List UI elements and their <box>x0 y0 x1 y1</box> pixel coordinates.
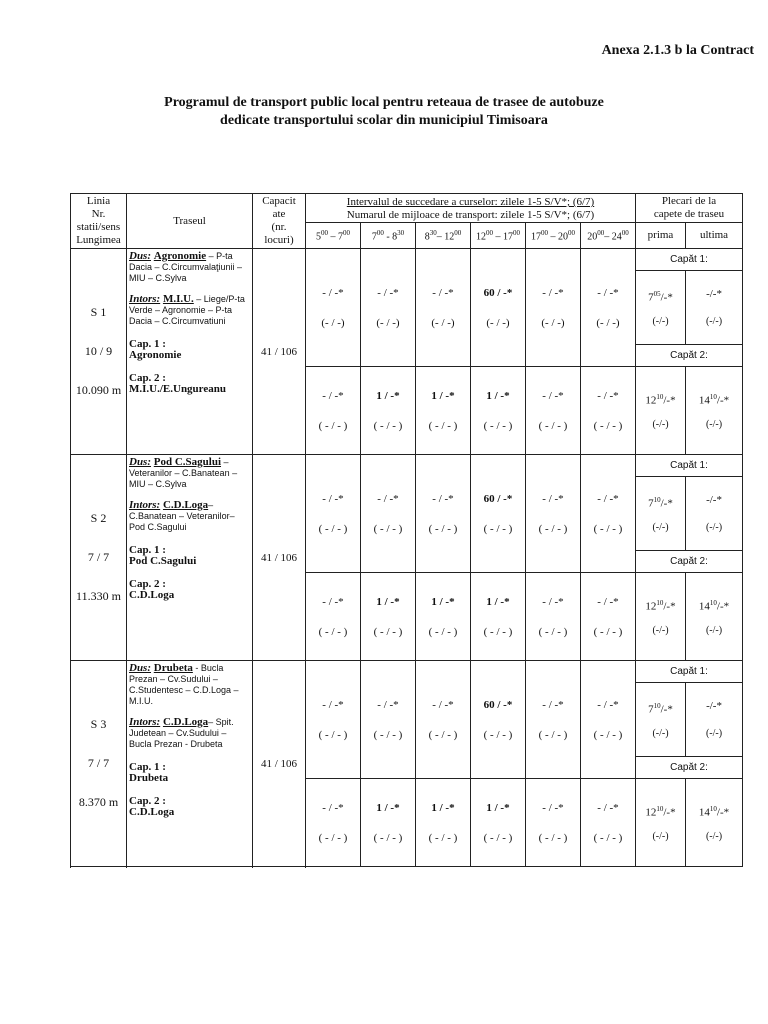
interval-cell <box>361 779 416 867</box>
interval-value: - / -* <box>322 492 344 505</box>
interval-value: - / -* <box>597 389 619 402</box>
cap2-name: C.D.Loga <box>129 589 175 601</box>
interval-weekend: ( - / - ) <box>428 831 458 844</box>
interval-weekend: ( - / - ) <box>538 419 568 432</box>
interval-cell <box>361 367 416 455</box>
prima-minute: 10 <box>656 392 664 401</box>
interval-cell <box>581 249 636 367</box>
interval-cell <box>306 779 361 867</box>
header-plecari <box>636 194 743 223</box>
ultima-weekend: (-/-) <box>705 521 723 533</box>
route-cell <box>127 661 253 867</box>
interval-cell <box>581 367 636 455</box>
prima-hour: 12 <box>645 806 657 819</box>
end2-header <box>636 551 743 573</box>
dus-terminal: Agronomie <box>153 250 207 262</box>
intors-terminal: M.I.U. <box>162 293 194 305</box>
prima-suffix: /-* <box>660 497 673 510</box>
prima-minute: 10 <box>653 495 661 504</box>
interval-value: - / -* <box>322 801 344 814</box>
line-info-cell <box>71 455 127 661</box>
header-prima: prima <box>636 223 686 249</box>
end2-prima <box>636 573 686 661</box>
interval-col-header: $17^{00} - 20^{00}$ <box>526 223 581 249</box>
line-info-cell <box>71 661 127 867</box>
ultima-hour: 14 <box>698 600 710 613</box>
interval-value: 1 / -* <box>376 595 400 608</box>
dus-terminal: Drubeta <box>153 662 193 674</box>
interval-weekend: ( - / - ) <box>593 522 623 535</box>
interval-cell <box>581 573 636 661</box>
dus-route: - Bucla Prezan – Cv.Sudului – C.Studentesc – C.D.Loga – M.I.U. <box>129 663 239 706</box>
line-row <box>71 249 743 271</box>
interval-value: - / -* <box>432 492 454 505</box>
end2-prima <box>636 779 686 867</box>
dus-label: Dus: <box>129 250 152 262</box>
interval-value: - / -* <box>432 698 454 711</box>
interval-weekend: ( - / - ) <box>318 831 348 844</box>
interval-value: - / -* <box>377 286 399 299</box>
header-capacitate-2: ate <box>272 208 286 220</box>
route-cell <box>127 249 253 455</box>
interval-cell <box>361 661 416 779</box>
interval-col-header: $20^{00}-$ $24^{00}$ <box>581 223 636 249</box>
interval-value: - / -* <box>597 698 619 711</box>
end2-ultima <box>686 573 743 661</box>
interval-cell <box>526 661 581 779</box>
interval-weekend: (- / -) <box>486 316 510 329</box>
cap2-label: Cap. 2 : <box>129 578 166 590</box>
interval-weekend: ( - / - ) <box>373 728 403 741</box>
interval-cell <box>416 573 471 661</box>
interval-weekend: ( - / - ) <box>538 728 568 741</box>
interval-value: 1 / -* <box>376 801 400 814</box>
ultima-hour: 14 <box>698 394 710 407</box>
intors-terminal: C.D.Loga <box>162 716 209 728</box>
prima-weekend: (-/-) <box>652 315 669 327</box>
capacity-value: 41 / 106 <box>260 551 298 564</box>
ultima-weekend: (-/-) <box>705 830 723 842</box>
interval-cell <box>471 367 526 455</box>
line-length: 8.370 m <box>78 795 119 809</box>
interval-cell <box>581 455 636 573</box>
dus-label: Dus: <box>129 662 152 674</box>
interval-cell <box>361 573 416 661</box>
prima-hour: 12 <box>645 394 657 407</box>
prima-minute: 05 <box>653 289 661 298</box>
ultima-weekend: (-/-) <box>705 315 723 327</box>
prima-hour: 7 <box>648 703 654 716</box>
end1-ultima <box>686 683 743 757</box>
interval-weekend: ( - / - ) <box>428 728 458 741</box>
interval-value: - / -* <box>597 492 619 505</box>
end1-prima <box>636 477 686 551</box>
annex-reference: Anexa 2.1.3 b la Contract <box>601 43 754 58</box>
interval-cell <box>471 455 526 573</box>
header-traseul: Traseul <box>127 194 253 249</box>
document-title <box>0 94 768 130</box>
interval-weekend: ( - / - ) <box>373 625 403 638</box>
line-row <box>71 455 743 477</box>
prima-hour: 12 <box>645 600 657 613</box>
ultima-minute: 10 <box>709 598 717 607</box>
interval-cell <box>526 779 581 867</box>
interval-col-header: $7^{00} - 8^{30}$ <box>361 223 416 249</box>
interval-weekend: ( - / - ) <box>483 831 513 844</box>
end1-header <box>636 661 743 683</box>
interval-weekend: ( - / - ) <box>428 419 458 432</box>
end1-prima <box>636 683 686 757</box>
interval-weekend: ( - / - ) <box>483 419 513 432</box>
interval-cell <box>471 779 526 867</box>
end2-header <box>636 345 743 367</box>
header-linia-2: Nr. <box>91 208 106 220</box>
interval-weekend: (- / -) <box>376 316 400 329</box>
line-id: S 2 <box>90 511 107 525</box>
schedule-table <box>70 193 743 867</box>
ultima-suffix: /-* <box>716 806 730 819</box>
cap2-label: Cap. 2 : <box>129 795 166 807</box>
interval-value: - / -* <box>322 595 344 608</box>
dus-terminal: Pod C.Sagului <box>153 456 222 468</box>
interval-value: 1 / -* <box>486 389 510 402</box>
cap1-name: Drubeta <box>129 772 169 784</box>
interval-col-header: $5^{00} - 7^{00}$ <box>306 223 361 249</box>
intors-label: Intors: <box>129 716 161 728</box>
interval-weekend: ( - / - ) <box>593 728 623 741</box>
interval-weekend: ( - / - ) <box>318 625 348 638</box>
interval-value: 60 / -* <box>483 286 513 299</box>
prima-minute: 10 <box>656 598 664 607</box>
interval-weekend: ( - / - ) <box>318 522 348 535</box>
prima-hour: 7 <box>648 497 654 510</box>
interval-value: 1 / -* <box>376 389 400 402</box>
interval-weekend: (- / -) <box>596 316 620 329</box>
intors-route: – Liege/P-ta Verde – Agronomie – P-ta Dacia – C.Circumvatiuni <box>129 294 245 326</box>
prima-weekend: (-/-) <box>652 830 669 842</box>
ultima-value: -/-* <box>706 287 722 300</box>
interval-weekend: (- / -) <box>541 316 565 329</box>
line-stations: 7 / 7 <box>87 550 110 564</box>
end2-label: Capăt 2: <box>670 762 708 773</box>
end1-label: Capăt 1: <box>670 666 708 677</box>
header-linia <box>71 194 127 249</box>
end1-ultima <box>686 271 743 345</box>
dus-label: Dus: <box>129 456 152 468</box>
prima-minute: 10 <box>653 701 661 710</box>
interval-cell <box>526 455 581 573</box>
interval-weekend: ( - / - ) <box>483 522 513 535</box>
interval-cell <box>526 367 581 455</box>
interval-value: - / -* <box>597 801 619 814</box>
interval-cell <box>471 573 526 661</box>
interval-weekend: ( - / - ) <box>483 625 513 638</box>
prima-weekend: (-/-) <box>652 624 669 636</box>
ultima-weekend: (-/-) <box>705 418 723 430</box>
line-stations: 10 / 9 <box>84 344 113 358</box>
prima-suffix: /-* <box>660 291 673 304</box>
end2-ultima <box>686 779 743 867</box>
prima-weekend: (-/-) <box>652 727 669 739</box>
interval-cell <box>361 455 416 573</box>
interval-cell <box>306 573 361 661</box>
header-capacitate-1: Capacit <box>262 195 296 207</box>
interval-value: 1 / -* <box>486 595 510 608</box>
end1-prima <box>636 271 686 345</box>
capacity-value: 41 / 106 <box>260 345 298 358</box>
interval-value: - / -* <box>597 595 619 608</box>
end2-header <box>636 757 743 779</box>
interval-value: - / -* <box>542 801 564 814</box>
line-length: 11.330 m <box>76 589 121 603</box>
interval-weekend: ( - / - ) <box>318 419 348 432</box>
interval-weekend: ( - / - ) <box>538 625 568 638</box>
interval-weekend: ( - / - ) <box>373 831 403 844</box>
dus-route: – P-ta Dacia – C.Circumvalaţiunii – MIU – C.Sylva <box>129 251 243 283</box>
interval-cell <box>306 367 361 455</box>
interval-cell <box>526 573 581 661</box>
interval-value: - / -* <box>322 286 344 299</box>
interval-value: 1 / -* <box>431 595 455 608</box>
ultima-hour: 14 <box>698 806 710 819</box>
title-line-2: dedicate transportului scolar din municipiul Timisoara <box>220 113 548 128</box>
prima-weekend: (-/-) <box>652 521 669 533</box>
header-linia-4: Lungimea <box>76 234 121 246</box>
ultima-value: -/-* <box>706 699 722 712</box>
header-linia-3: statii/sens <box>76 221 121 233</box>
header-linia-1: Linia <box>86 195 111 207</box>
end1-label: Capăt 1: <box>670 254 708 265</box>
line-id: S 3 <box>90 717 107 731</box>
interval-weekend: ( - / - ) <box>428 625 458 638</box>
interval-value: - / -* <box>542 595 564 608</box>
prima-hour: 7 <box>648 291 654 304</box>
line-row <box>71 661 743 683</box>
interval-weekend: ( - / - ) <box>373 419 403 432</box>
intors-label: Intors: <box>129 499 161 511</box>
cap1-label: Cap. 1 : <box>129 338 166 350</box>
interval-value: - / -* <box>542 492 564 505</box>
dus-route: – Veteranilor – C.Banatean – MIU – C.Sylva <box>129 457 238 489</box>
ultima-weekend: (-/-) <box>705 727 723 739</box>
line-length: 10.090 m <box>75 383 122 397</box>
end2-prima <box>636 367 686 455</box>
header-capacitate-4: locuri) <box>264 234 294 246</box>
intors-route: – Spit. Judetean – Cv.Sudului – Bucla Prezan - Drubeta <box>129 717 234 749</box>
interval-weekend: ( - / - ) <box>538 522 568 535</box>
interval-cell <box>416 661 471 779</box>
end2-label: Capăt 2: <box>670 350 708 361</box>
interval-weekend: ( - / - ) <box>593 625 623 638</box>
interval-value: 1 / -* <box>486 801 510 814</box>
ultima-suffix: /-* <box>716 600 730 613</box>
interval-cell <box>471 249 526 367</box>
title-line-1: Programul de transport public local pentru reteaua de trasee de autobuze <box>164 95 604 110</box>
interval-col-header: $12^{00} - 17^{00}$ <box>471 223 526 249</box>
interval-value: - / -* <box>542 389 564 402</box>
intors-terminal: C.D.Loga <box>162 499 209 511</box>
interval-cell <box>416 367 471 455</box>
interval-value: 60 / -* <box>483 492 513 505</box>
end2-label: Capăt 2: <box>670 556 708 567</box>
end1-ultima <box>686 477 743 551</box>
line-id: S 1 <box>90 305 107 319</box>
interval-value: - / -* <box>377 492 399 505</box>
ultima-minute: 10 <box>709 804 717 813</box>
interval-cell <box>361 249 416 367</box>
interval-value: - / -* <box>597 286 619 299</box>
prima-suffix: /-* <box>663 394 676 407</box>
interval-value: - / -* <box>322 698 344 711</box>
header-plecari-2: capete de traseu <box>653 208 725 220</box>
interval-value: - / -* <box>377 698 399 711</box>
header-interval-line1: Intervalul de succedare a curselor: zilele 1-5 S/V*; (6/7) <box>346 196 595 208</box>
prima-minute: 10 <box>656 804 664 813</box>
end1-label: Capăt 1: <box>670 460 708 471</box>
header-plecari-1: Plecari de la <box>661 195 717 207</box>
capacity-value: 41 / 106 <box>260 757 298 770</box>
prima-suffix: /-* <box>663 600 676 613</box>
interval-weekend: ( - / - ) <box>593 419 623 432</box>
interval-value: 60 / -* <box>483 698 513 711</box>
interval-value: - / -* <box>322 389 344 402</box>
cap2-name: M.I.U./E.Ungureanu <box>129 383 226 395</box>
ultima-minute: 10 <box>709 392 717 401</box>
cap1-name: Pod C.Sagului <box>129 555 197 567</box>
interval-value: - / -* <box>542 286 564 299</box>
header-ultima: ultima <box>686 223 743 249</box>
interval-weekend: (- / -) <box>431 316 455 329</box>
capacity-cell <box>253 661 306 867</box>
interval-weekend: ( - / - ) <box>373 522 403 535</box>
interval-cell <box>581 661 636 779</box>
interval-value: 1 / -* <box>431 801 455 814</box>
end2-ultima <box>686 367 743 455</box>
capacity-cell <box>253 455 306 661</box>
interval-weekend: ( - / - ) <box>483 728 513 741</box>
header-intervals <box>306 194 636 223</box>
prima-weekend: (-/-) <box>652 418 669 430</box>
cap1-label: Cap. 1 : <box>129 544 166 556</box>
intors-route: – C.Banatean – Veteranilor– Pod C.Sagului <box>129 500 235 532</box>
prima-suffix: /-* <box>660 703 673 716</box>
interval-cell <box>416 249 471 367</box>
interval-cell <box>416 779 471 867</box>
interval-cell <box>471 661 526 779</box>
cap2-label: Cap. 2 : <box>129 372 166 384</box>
prima-suffix: /-* <box>663 806 676 819</box>
cap1-label: Cap. 1 : <box>129 761 166 773</box>
interval-value: 1 / -* <box>431 389 455 402</box>
header-capacitate-3: (nr. <box>271 221 287 233</box>
header-capacitate <box>253 194 306 249</box>
interval-weekend: ( - / - ) <box>318 728 348 741</box>
interval-weekend: ( - / - ) <box>428 522 458 535</box>
interval-cell <box>581 779 636 867</box>
interval-cell <box>526 249 581 367</box>
end1-header <box>636 455 743 477</box>
cap1-name: Agronomie <box>129 349 182 361</box>
intors-label: Intors: <box>129 293 161 305</box>
route-cell <box>127 455 253 661</box>
interval-weekend: (- / -) <box>321 316 345 329</box>
line-stations: 7 / 7 <box>87 756 110 770</box>
cap2-name: C.D.Loga <box>129 806 175 818</box>
interval-value: - / -* <box>432 286 454 299</box>
interval-cell <box>306 249 361 367</box>
interval-value: - / -* <box>542 698 564 711</box>
line-info-cell <box>71 249 127 455</box>
end1-header <box>636 249 743 271</box>
ultima-weekend: (-/-) <box>705 624 723 636</box>
capacity-cell <box>253 249 306 455</box>
ultima-value: -/-* <box>706 493 722 506</box>
interval-cell <box>306 661 361 779</box>
interval-col-header: $8^{30}-$ $12^{00}$ <box>416 223 471 249</box>
interval-weekend: ( - / - ) <box>538 831 568 844</box>
ultima-suffix: /-* <box>716 394 730 407</box>
interval-cell <box>306 455 361 573</box>
header-interval-line2: Numarul de mijloace de transport: zilele 1-5 S/V*; (6/7) <box>346 209 595 221</box>
interval-weekend: ( - / - ) <box>593 831 623 844</box>
interval-cell <box>416 455 471 573</box>
